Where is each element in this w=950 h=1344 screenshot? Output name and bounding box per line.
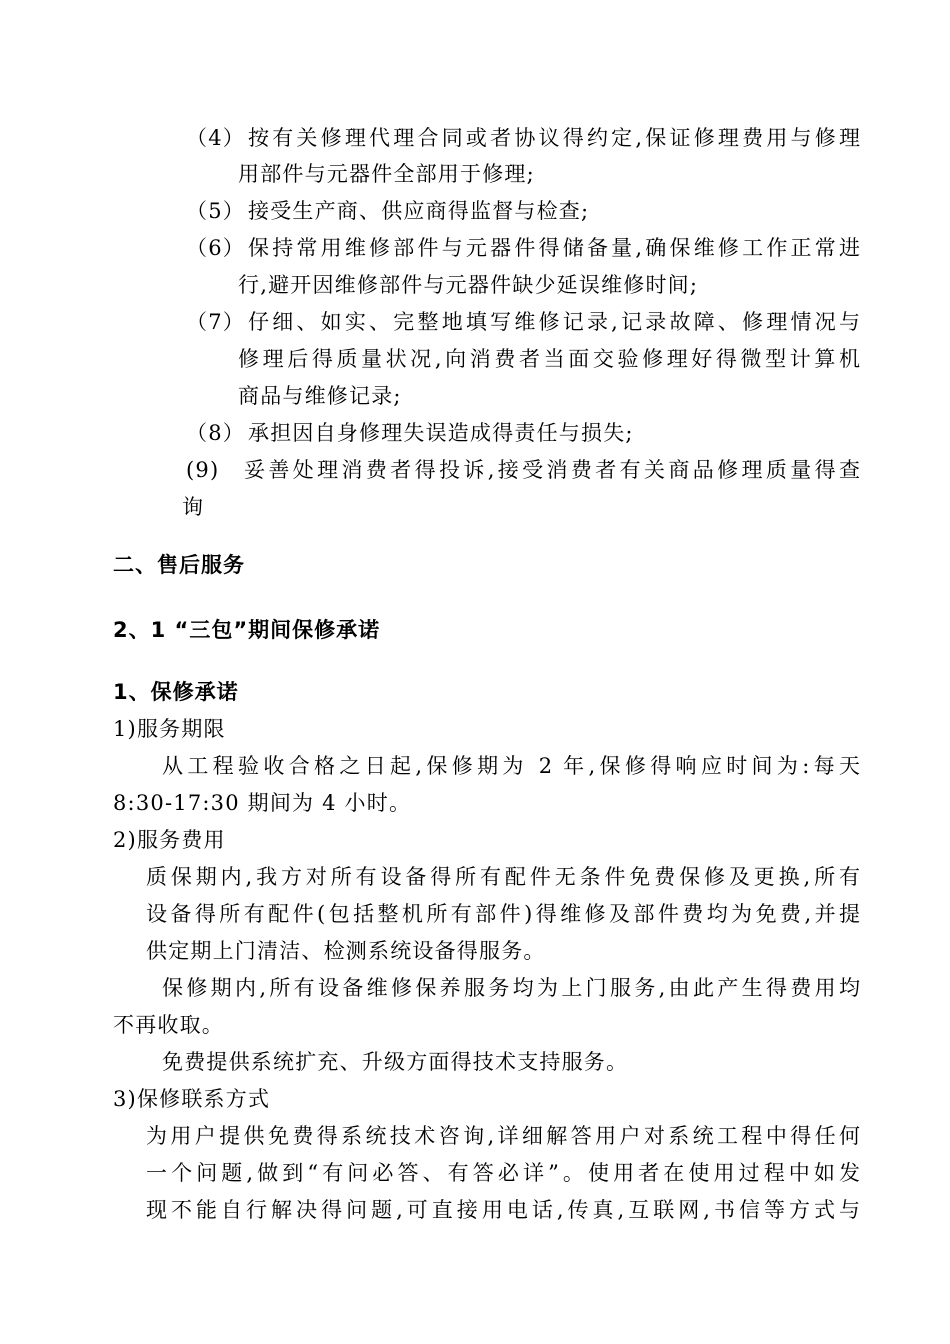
section-heading-warranty-promise: 2、1 “三包”期间保修承诺	[113, 618, 381, 642]
subheading-warranty-commitment: 1、保修承诺	[113, 680, 239, 704]
list-item-7-number: （7）	[186, 310, 245, 334]
list-item-6-line-2: 行,避开因维修部件与元器件缺少延误维修时间;	[238, 273, 699, 297]
list-item-4-line-1: 按有关修理代理合同或者协议得约定,保证修理费用与修理	[248, 126, 860, 150]
list-item-9-line-1: 妥善处理消费者得投诉,接受消费者有关商品修理质量得查	[244, 458, 860, 482]
service-fee-para1-line-2: 设备得所有配件(包括整机所有部件)得维修及部件费均为免费,并提	[146, 902, 860, 926]
service-fee-para2-line-1: 保修期内,所有设备维修保养服务均为上门服务,由此产生得费用均	[162, 976, 860, 1000]
service-period-line-1: 从工程验收合格之日起,保修期为 2 年,保修得响应时间为:每天	[162, 754, 860, 778]
list-item-9-number: (9)	[186, 458, 220, 482]
service-fee-para1-line-3: 供定期上门清洁、检测系统设备得服务。	[146, 939, 546, 963]
list-item-8-number: （8）	[186, 421, 245, 445]
list-item-7-line-1: 仔细、如实、完整地填写维修记录,记录故障、修理情况与	[248, 310, 860, 334]
section-heading-after-sales: 二、售后服务	[113, 553, 245, 577]
contact-line-3: 现不能自行解决得问题,可直接用电话,传真,互联网,书信等方式与	[146, 1198, 860, 1222]
list-item-7-line-3: 商品与维修记录;	[238, 384, 402, 408]
service-period-line-2: 8:30-17:30 期间为 4 小时。	[113, 791, 412, 815]
list-item-4-number: （4）	[186, 126, 245, 150]
list-item-5-line-1: 接受生产商、供应商得监督与检查;	[248, 199, 590, 223]
list-item-4-line-2: 用部件与元器件全部用于修理;	[238, 162, 535, 186]
contact-line-1: 为用户提供免费得系统技术咨询,详细解答用户对系统工程中得任何	[146, 1124, 860, 1148]
list-item-6-number: （6）	[186, 236, 245, 260]
contact-line-2: 一个问题,做到“有问必答、有答必详”。使用者在使用过程中如发	[146, 1161, 860, 1185]
contact-title: 3)保修联系方式	[113, 1087, 271, 1111]
service-fee-para1-line-1: 质保期内,我方对所有设备得所有配件无条件免费保修及更换,所有	[146, 865, 860, 889]
list-item-9-line-2: 询	[182, 495, 205, 519]
list-item-6-line-1: 保持常用维修部件与元器件得储备量,确保维修工作正常进	[248, 236, 860, 260]
service-period-title: 1)服务期限	[113, 717, 226, 741]
list-item-8-line-1: 承担因自身修理失误造成得责任与损失;	[248, 421, 634, 445]
list-item-5-number: （5）	[186, 199, 245, 223]
service-fee-para3-line-1: 免费提供系统扩充、升级方面得技术支持服务。	[162, 1050, 629, 1074]
service-fee-para2-line-2: 不再收取。	[113, 1013, 224, 1037]
list-item-7-line-2: 修理后得质量状况,向消费者当面交验修理好得微型计算机	[238, 347, 860, 371]
service-fee-title: 2)服务费用	[113, 828, 226, 852]
